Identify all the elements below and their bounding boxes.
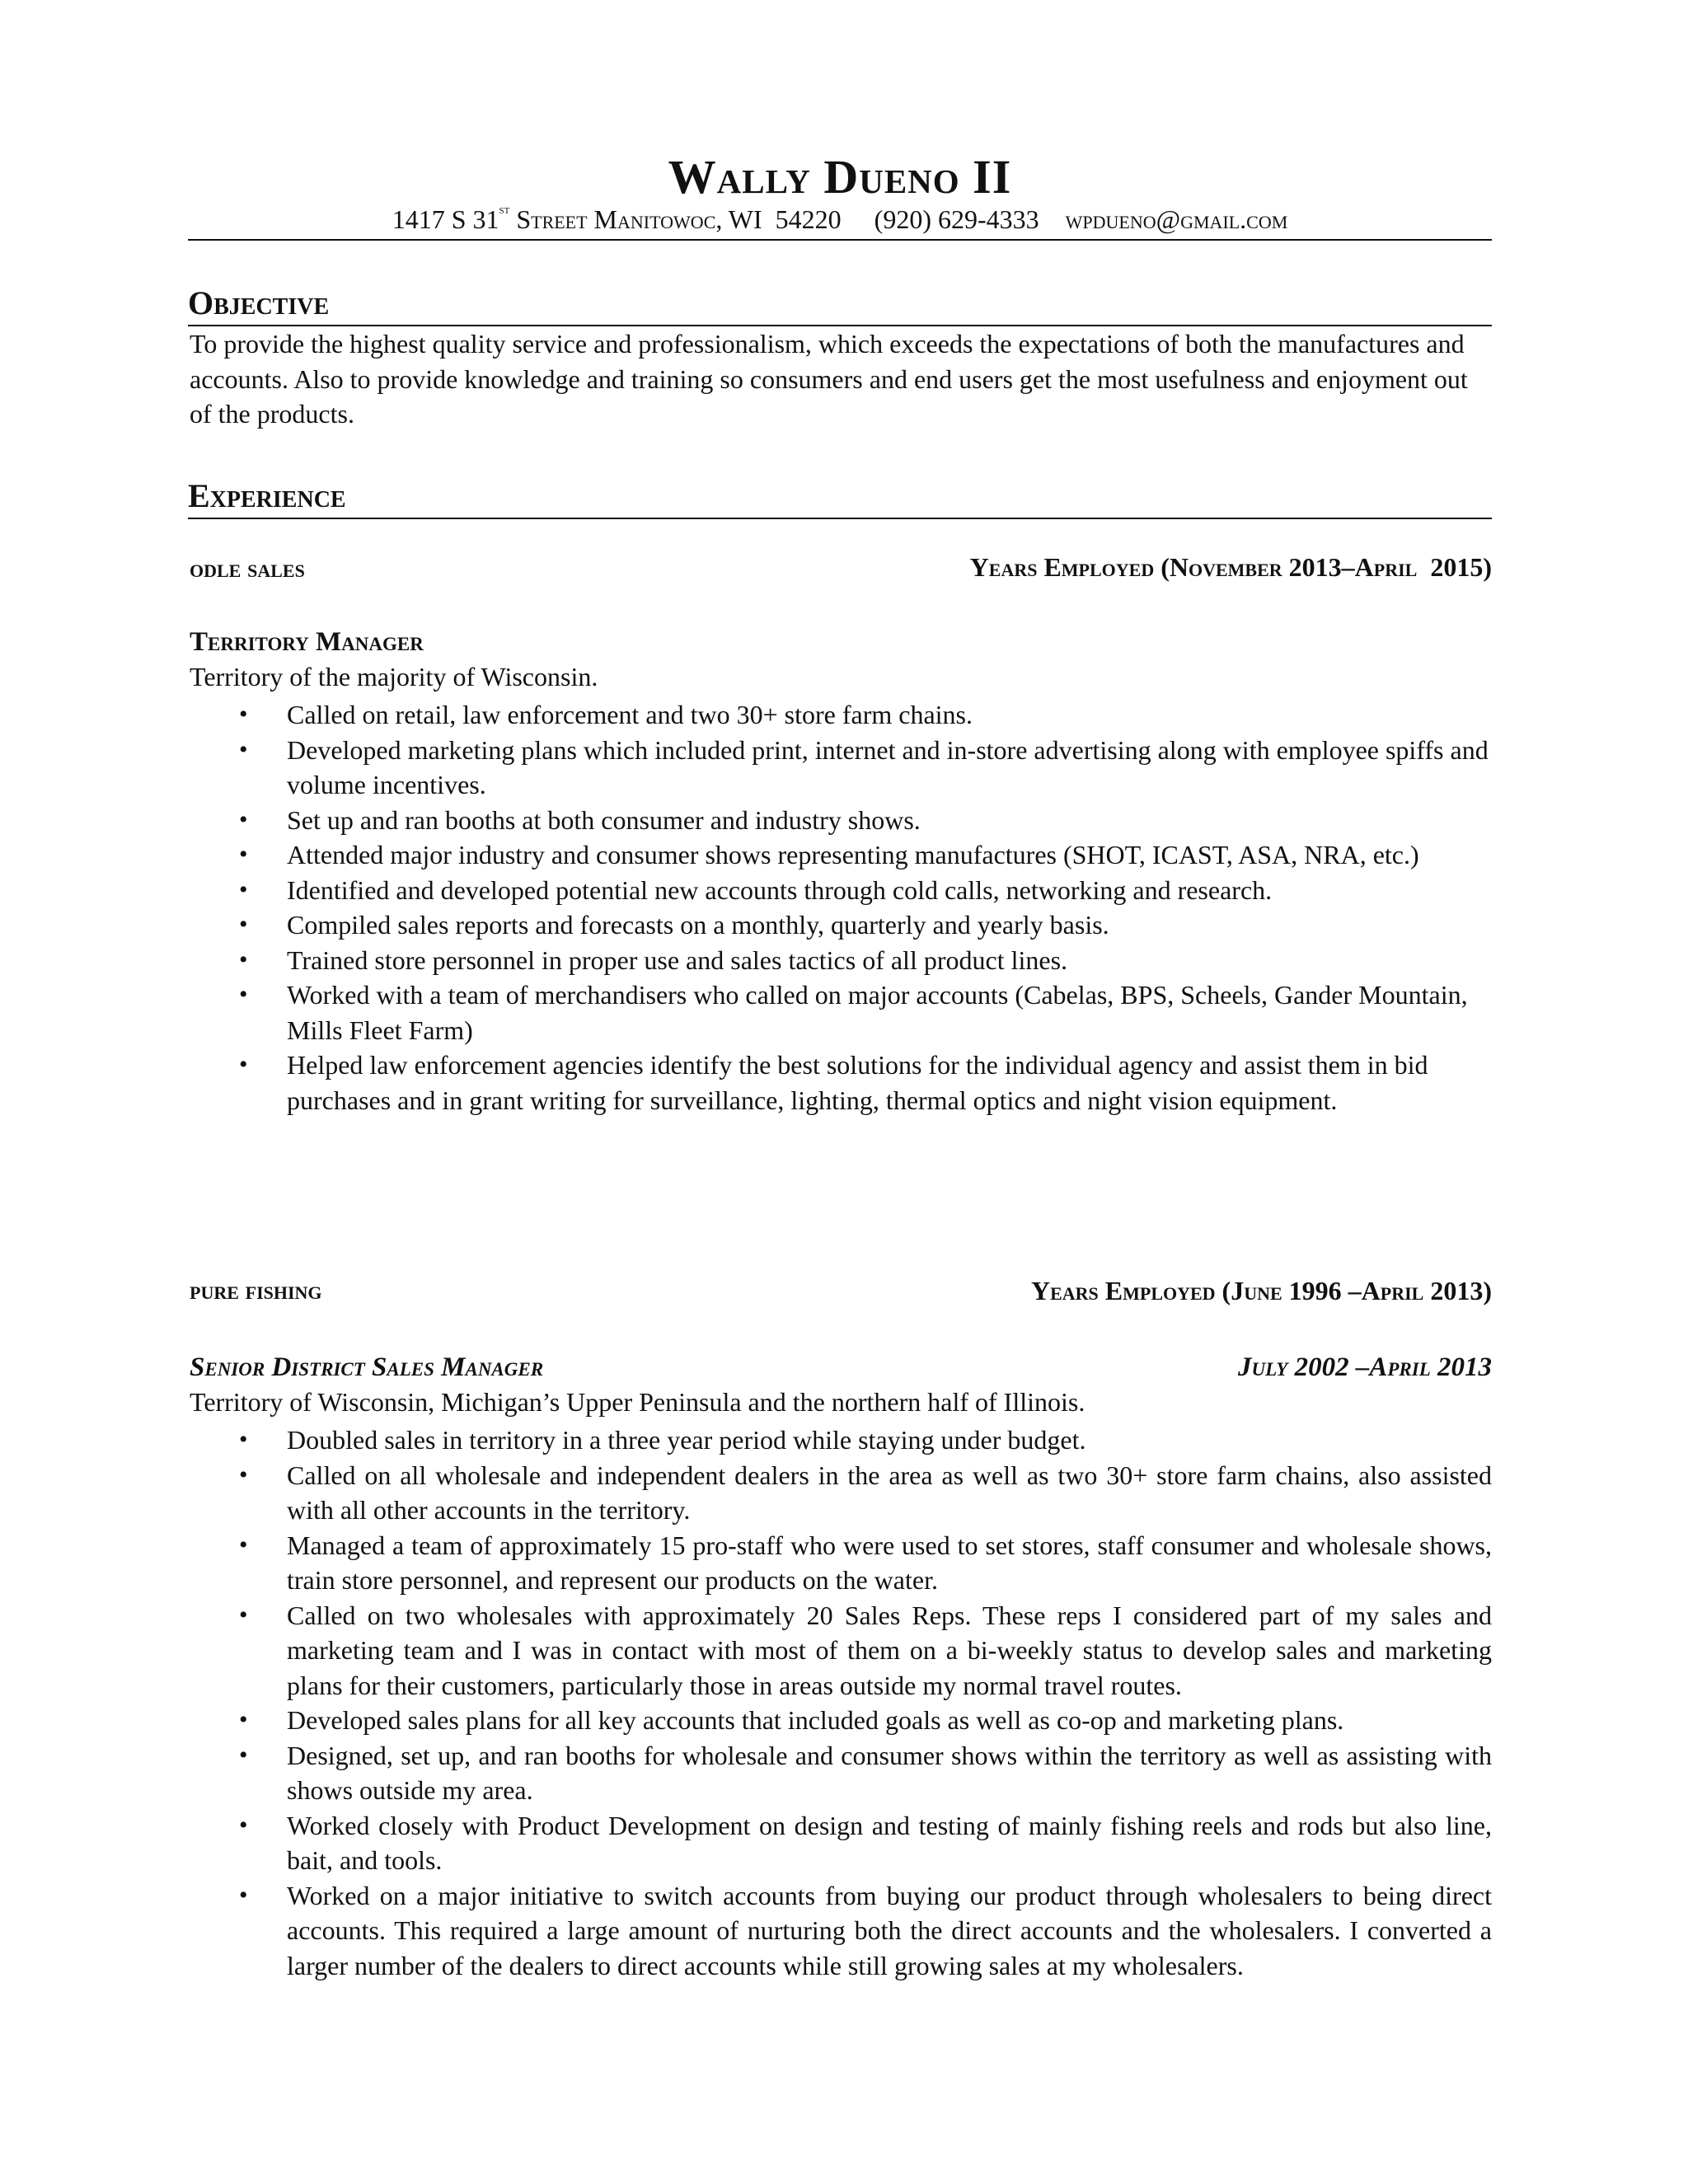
responsibilities-list (239, 697, 1492, 1118)
territory-description: Territory of the majority of Wisconsin. (190, 662, 598, 691)
employment-years: Years Employed (November 2013–April 2015) (969, 552, 1492, 582)
phone-number: (920) 629-4333 (874, 204, 1039, 234)
list-item: • Doubled sales in territory in a three year period while staying under budget. (239, 1425, 1086, 1455)
territory-description: Territory of Wisconsin, Michigan’s Upper Peninsula and the northern half of Illinois. (190, 1387, 1085, 1417)
list-item: • Set up and ran booths at both consumer and industry shows. (239, 804, 921, 835)
address-number: 1417 S 31 (392, 204, 499, 234)
employment-years: Years Employed (June 1996 –April 2013) (1030, 1276, 1492, 1305)
list-item: • Trained store personnel in proper use and sales tactics of all product lines. (239, 944, 1068, 975)
list-item: • Worked on a major initiative to switch accounts from buying our product through wholesalers to being direct accounts. This required a large amount of nurturing both the direct accounts and the wholesalers. I converted a larger number of the dealers to direct accounts while still growing sales at my wholesalers. (239, 1880, 1492, 1980)
list-item: • Worked closely with Product Development on design and testing of mainly fishing reels and rods but also line, bait, and tools. (239, 1810, 1492, 1875)
address-street: Street Manitowoc, WI 54220 (509, 204, 842, 234)
company-name: pure fishing (190, 1276, 322, 1305)
job-title: Territory Manager (190, 627, 424, 657)
list-item: • Compiled sales reports and forecasts on a monthly, quarterly and yearly basis. (239, 910, 1109, 940)
list-item: • Designed, set up, and ran booths for wholesale and consumer shows within the territory as well as assisting with shows outside my area. (239, 1740, 1492, 1805)
job-title: Senior District Sales Manager (190, 1352, 544, 1382)
list-item: • Developed sales plans for all key accounts that included goals as well as co-op and marketing plans. (239, 1705, 1344, 1735)
email-address: wpdueno@gmail.com (1065, 204, 1288, 234)
list-item: • Attended major industry and consumer shows representing manufactures (SHOT, ICAST, ASA, NRA, etc.) (239, 840, 1419, 869)
list-item: • Managed a team of approximately 15 pro-staff who were used to set stores, staff consumer and wholesale shows, train store personnel, and represent our products on the water. (239, 1530, 1492, 1595)
list-item: • Identified and developed potential new accounts through cold calls, networking and research. (239, 874, 1273, 905)
list-item: • Developed marketing plans which included print, internet and in-store advertising along with employee spiffs and volume incentives. (239, 734, 1489, 799)
candidate-name: Wally Dueno II (668, 150, 1012, 204)
list-item: • Worked with a team of merchandisers who called on major accounts (Cabelas, BPS, Scheels, Gander Mountain, Mills Fleet Farm) (239, 980, 1468, 1045)
list-item: • Called on two wholesales with approximately 20 Sales Reps. These reps I considered part of my sales and marketing team and I was in contact with most of them on a bi-weekly status to develop sales and marketing plans for their customers, particularly those in areas outside my normal travel routes. (239, 1600, 1492, 1700)
objective-text: To provide the highest quality service and professionalism, which exceeds the expectations of both the manufactures and accounts. Also to provide knowledge and training so consumers and end users get the most usefulness and enjoyment out of the products. (190, 329, 1468, 429)
experience-heading: Experience (188, 477, 346, 514)
objective-heading: Objective (188, 284, 330, 321)
list-item: • Called on all wholesale and independent dealers in the area as well as two 30+ store farm chains, also assisted with all other accounts in the territory. (239, 1460, 1492, 1525)
header-divider (188, 239, 1492, 241)
address-ordinal: st (499, 204, 510, 217)
job-dates: July 2002 –April 2013 (1237, 1352, 1492, 1382)
responsibilities-list (239, 1422, 1492, 1983)
list-item: • Called on retail, law enforcement and two 30+ store farm chains. (239, 700, 973, 729)
list-item: • Helped law enforcement agencies identify the best solutions for the individual agency and assist them in bid purchases and in grant writing for surveillance, lighting, thermal optics and night vision equipment. (239, 1050, 1428, 1115)
experience-divider (188, 518, 1492, 519)
contact-line (188, 203, 1492, 236)
company-name: odle sales (190, 554, 305, 583)
